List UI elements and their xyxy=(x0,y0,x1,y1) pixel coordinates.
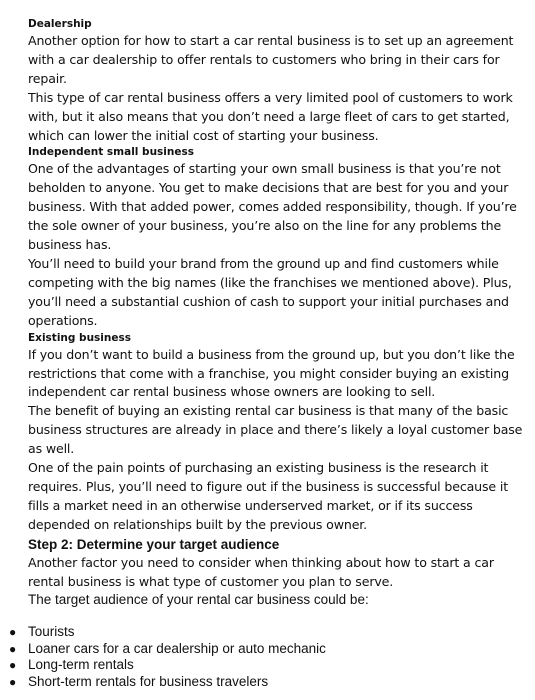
existing-paragraph-1: If you don’t want to build a business from the ground up, but you don’t like the restrictions that come with a franchise, you might consider buying an existing independent car rental business whose owners are looking to sell. xyxy=(28,346,515,400)
independent-paragraph-1: One of the advantages of starting your own small business is that you’re not beholden to anyone. You get to make decisions that are best for you and your business. With that added power, comes added responsibility, though. If you’re the sole owner of your business, you’re also on the line for any problems the business has. xyxy=(28,161,517,253)
step2-paragraph-2: The target audience of your rental car business could be: xyxy=(28,592,369,608)
bullet-icon: ● xyxy=(9,641,17,656)
bullet-icon: ● xyxy=(9,658,17,672)
step2-heading: Step 2: Determine your target audience xyxy=(28,536,280,552)
list-item-text: Loaner cars for a car dealership or auto mechanic xyxy=(28,640,326,656)
independent-paragraph-2: You’ll need to build your brand from the ground up and find customers while competing with the big names (like the franchises we mentioned above). Plus, you’ll need a substantial cushion of cash to support your initial purchases and operations. xyxy=(28,255,512,328)
existing-paragraph-3: One of the pain points of purchasing an existing business is the research it requires. Plus, you’ll need to figure out if the business is successful because it fills a market need in an otherwise underserved market, or if its success depended on relationships built by the previous owner. xyxy=(28,460,508,532)
list-item xyxy=(0,657,535,674)
independent-heading: Independent small business xyxy=(28,146,194,159)
list-item-text: Short-term rentals for business travelers xyxy=(28,673,269,689)
list-item-text: Long-term rentals xyxy=(28,657,134,672)
bullet-icon: ● xyxy=(9,674,17,689)
dealership-paragraph-1: Another option for how to start a car rental business is to set up an agreement with a car dealership to offer rentals to customers who bring in their cars for repair. xyxy=(28,33,514,86)
target-audience-list xyxy=(0,624,535,690)
bullet-icon: ● xyxy=(9,625,17,639)
list-item-text: Tourists xyxy=(28,624,75,639)
dealership-heading: Dealership xyxy=(28,18,92,30)
existing-paragraph-2: The benefit of buying an existing rental car business is that many of the basic business structures are already in place and there’s likely a loyal customer base as well. xyxy=(28,403,523,457)
existing-heading: Existing business xyxy=(28,331,131,344)
step2-paragraph-1: Another factor you need to consider when thinking about how to start a car rental business is what type of customer you plan to serve. xyxy=(28,554,494,589)
dealership-paragraph-2: This type of car rental business offers a very limited pool of customers to work with, but it also means that you don’t need a large fleet of cars to get started, which can lower the initial cost of starting your business. xyxy=(28,89,513,143)
list-item xyxy=(0,674,535,691)
list-item xyxy=(0,624,535,641)
list-item xyxy=(0,641,535,658)
document-body xyxy=(28,17,528,609)
